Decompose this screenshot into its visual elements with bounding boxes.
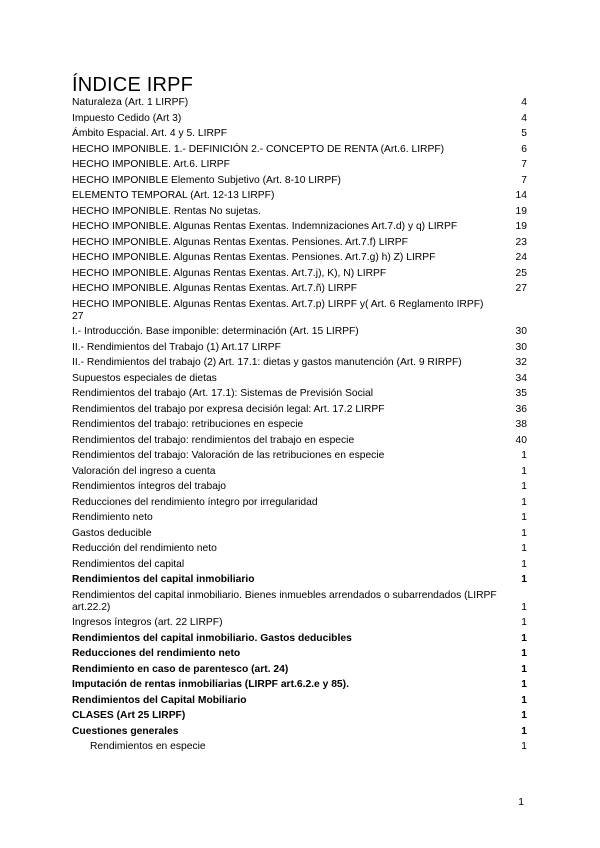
toc-entry-page-number: 4 [521,97,527,108]
toc-entry[interactable] [72,113,527,125]
toc-entry[interactable] [72,590,527,614]
toc-entry-page-number: 34 [515,372,527,384]
toc-entry-label: Ámbito Espacial. Art. 4 y 5. LIRPF [72,128,228,139]
toc-entry[interactable] [72,388,527,400]
toc-entry[interactable] [72,404,527,416]
toc-entry-label: HECHO IMPONIBLE. 1.- DEFINICIÓN 2.- CONCEPTO DE RENTA (Art.6. LIRPF) [72,143,445,155]
toc-entry[interactable] [72,695,527,707]
toc-entry[interactable] [72,283,527,295]
toc-entry-page-number: 30 [515,326,527,337]
toc-entry-page-number: 19 [515,205,527,217]
toc-entry[interactable] [72,559,527,571]
toc-entry[interactable] [72,512,527,524]
toc-entry-label: Impuesto Cedido (Art 3) [72,112,182,124]
toc-entry-page-number: 30 [515,341,527,353]
toc-entry-page-number: 27 [72,310,84,322]
toc-entry-label: Supuestos especiales de dietas [72,372,217,384]
toc-entry[interactable] [72,481,527,493]
toc-entry-page-number: 40 [515,434,527,446]
toc-entry-page-number: 6 [521,143,527,155]
toc-entry-page-number: 1 [521,648,527,659]
toc-entry-page-number: 1 [521,465,527,477]
toc-entry[interactable] [72,268,527,280]
toc-entry-label: Rendimientos del capital inmobiliario. Bienes inmuebles arrendados o subarrendados (LIRPF art.22.2) [72,589,497,613]
toc-entry-page-number: 7 [521,159,527,170]
toc-entry-page-number: 1 [521,512,527,523]
toc-entry[interactable] [72,206,527,218]
toc-entry[interactable] [72,159,527,171]
toc-entry[interactable] [72,648,527,660]
toc-entry[interactable] [72,450,527,462]
toc-entry-page-number: 1 [521,710,527,721]
toc-entry-label: Naturaleza (Art. 1 LIRPF) [72,97,189,108]
toc-entry-label: Rendimientos del capital inmobiliario [72,574,255,585]
toc-entry-label: Gastos deducible [72,527,152,539]
toc-entry-label: Rendimientos íntegros del trabajo [72,481,226,492]
toc-entry[interactable] [72,357,527,369]
toc-entry[interactable] [72,435,527,447]
toc-entry-label: Rendimientos del capital [72,558,185,570]
toc-entry[interactable] [72,237,527,249]
toc-entry-label: Rendimientos del Capital Mobiliario [72,694,247,706]
toc-entry-page-number: 32 [515,357,527,368]
toc-entry-page-number: 1 [521,741,527,752]
toc-entry-page-number: 1 [521,725,527,737]
toc-entry-page-number: 7 [521,174,527,186]
toc-entry[interactable] [72,726,527,738]
toc-entry-page-number: 36 [515,403,527,415]
toc-entry-label: Rendimiento neto [72,512,153,523]
table-of-contents [72,97,527,757]
toc-entry-label: Rendimientos del trabajo: retribuciones en especie [72,419,304,430]
toc-entry[interactable] [72,221,527,233]
toc-entry[interactable] [72,144,527,156]
toc-entry[interactable] [72,664,527,676]
toc-entry-label: Imputación de rentas inmobiliarias (LIRPF art.6.2.e y 85). [72,679,349,690]
toc-entry-page-number: 24 [515,252,527,263]
toc-entry-label: CLASES (Art 25 LIRPF) [72,710,186,721]
toc-entry[interactable] [72,252,527,264]
toc-entry-page-number: 1 [521,558,527,570]
toc-entry[interactable] [72,528,527,540]
toc-entry[interactable] [72,741,527,753]
toc-entry[interactable] [72,710,527,722]
toc-entry-page-number: 1 [521,632,527,644]
toc-entry-page-number: 1 [521,543,527,554]
toc-entry-page-number: 14 [515,190,527,201]
toc-entry-label: HECHO IMPONIBLE. Algunas Rentas Exentas. Indemnizaciones Art.7.d) y q) LIRPF [72,221,458,232]
toc-entry-page-number: 1 [521,617,527,628]
toc-entry-label: Rendimientos del capital inmobiliario. Gastos deducibles [72,632,352,644]
toc-entry-page-number: 1 [521,496,527,508]
toc-entry-page-number: 4 [521,112,527,124]
toc-entry-label: Reducciones del rendimiento íntegro por irregularidad [72,496,318,508]
toc-entry[interactable] [72,419,527,431]
toc-entry-page-number: 23 [515,236,527,248]
toc-entry-page-number: 25 [515,267,527,279]
toc-entry-label: Reducción del rendimiento neto [72,543,217,554]
footer-page-number: 1 [518,797,524,808]
toc-entry-label: Rendimientos del trabajo (Art. 17.1): Sistemas de Previsión Social [72,388,374,399]
toc-entry-label: Reducciones del rendimiento neto [72,648,241,659]
toc-entry[interactable] [72,97,527,109]
toc-entry-label: Rendimientos del trabajo por expresa decisión legal: Art. 17.2 LIRPF [72,403,385,415]
toc-entry[interactable] [72,175,527,187]
toc-entry-label: ELEMENTO TEMPORAL (Art. 12-13 LIRPF) [72,190,275,201]
toc-entry-page-number: 1 [521,527,527,539]
toc-entry-label: HECHO IMPONIBLE. Rentas No sujetas. [72,205,261,217]
toc-entry-label: II.- Rendimientos del Trabajo (1) Art.17 LIRPF [72,341,281,353]
toc-entry-page-number: 5 [521,128,527,139]
toc-entry[interactable] [72,679,527,691]
toc-entry[interactable] [72,633,527,645]
toc-entry-page-number: 35 [515,388,527,399]
toc-entry-page-number: 1 [521,450,527,461]
toc-entry-page-number: 19 [515,221,527,232]
toc-entry-label: Rendimientos del trabajo: rendimientos del trabajo en especie [72,434,355,446]
toc-entry-page-number: 1 [521,663,527,675]
toc-entry-page-number: 1 [521,574,527,585]
toc-entry-label: HECHO IMPONIBLE. Algunas Rentas Exentas. Art.7.p) LIRPF y( Art. 6 Reglamento IRPF) [72,298,484,310]
toc-entry-page-number: 38 [515,419,527,430]
toc-entry-label: Rendimiento en caso de parentesco (art. 24) [72,663,289,675]
toc-entry-label: HECHO IMPONIBLE. Algunas Rentas Exentas. Art.7.j), K), N) LIRPF [72,267,387,279]
toc-entry-label: HECHO IMPONIBLE. Algunas Rentas Exentas. Pensiones. Art.7.f) LIRPF [72,236,408,248]
toc-entry-label: Rendimientos del trabajo: Valoración de las retribuciones en especie [72,450,385,461]
toc-entry[interactable] [72,543,527,555]
toc-entry[interactable] [72,373,527,385]
page-title: ÍNDICE IRPF [72,74,194,96]
toc-entry[interactable] [72,574,527,586]
toc-entry-page-number: 27 [515,283,527,294]
toc-entry-label: Valoración del ingreso a cuenta [72,465,216,477]
toc-entry-label: HECHO IMPONIBLE. Art.6. LIRPF [72,159,230,170]
toc-entry-label: II.- Rendimientos del trabajo (2) Art. 17.1: dietas y gastos manutención (Art. 9 RIRPF) [72,357,462,368]
toc-entry-label: I.- Introducción. Base imponible: determinación (Art. 15 LIRPF) [72,326,359,337]
toc-entry[interactable] [72,190,527,202]
toc-entry-page-number: 1 [521,481,527,492]
toc-entry-label: Rendimientos en especie [90,741,206,752]
toc-entry[interactable] [72,497,527,509]
toc-entry-label: Ingresos íntegros (art. 22 LIRPF) [72,617,223,628]
toc-entry[interactable] [72,466,527,478]
toc-entry-label: Cuestiones generales [72,725,179,737]
toc-entry[interactable] [72,326,527,338]
toc-entry-label: HECHO IMPONIBLE. Algunas Rentas Exentas. Art.7.ñ) LIRPF [72,283,357,294]
toc-entry[interactable] [72,128,527,140]
toc-entry-page-number: 1 [521,601,527,613]
toc-entry[interactable] [72,299,527,323]
toc-entry-label: HECHO IMPONIBLE. Algunas Rentas Exentas. Pensiones. Art.7.g) h) Z) LIRPF [72,252,436,263]
toc-entry[interactable] [72,342,527,354]
toc-entry[interactable] [72,617,527,629]
toc-entry-page-number: 1 [521,679,527,690]
toc-entry-page-number: 1 [521,694,527,706]
toc-entry-label: HECHO IMPONIBLE Elemento Subjetivo (Art. 8-10 LIRPF) [72,174,341,186]
